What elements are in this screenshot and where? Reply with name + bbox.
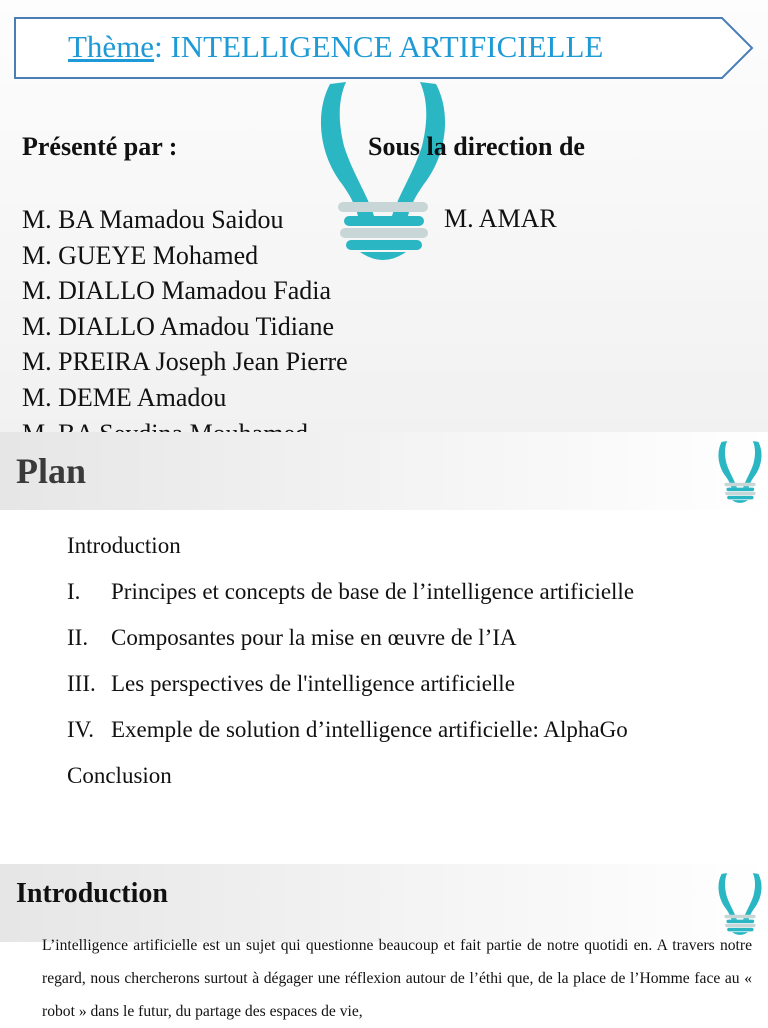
intro-paragraph: L’intelligence artificielle est un sujet qui questionne beaucoup et fait partie de notre quotidi en. A travers notre regard, nous chercherons surtout à dégager une réflexion autour de l’éthi que, de la place de l’Homme face au « robot » dans le futur, du partage des espaces de vie, [42,937,752,1020]
plan-title: Plan [16,451,87,491]
plan-item [67,668,634,714]
theme-title [68,29,603,65]
plan-item [67,714,634,760]
intro-title: Introduction [16,878,168,909]
plan-item-number: IV. [67,717,95,742]
plan-item [67,576,634,622]
plan-item-number: III. [67,671,96,696]
plan-list [67,530,634,806]
members-list [22,202,348,451]
plan-slide [0,432,768,864]
supervisor-name: M. AMAR [444,204,557,233]
presented-by-label: Présenté par : [22,132,178,161]
theme-keyword: Thème [68,29,155,64]
plan-item-text: Principes et concepts de base de l’intelligence artificielle [111,579,635,604]
member-item: M. GUEYE Mohamed [22,240,259,270]
member-item: M. DIALLO Amadou Tidiane [22,311,334,341]
theme-banner [14,17,754,79]
plan-item [67,760,634,806]
direction-label: Sous la direction de [368,132,585,161]
title-slide [0,0,768,432]
plan-item-text: Exemple de solution d’intelligence artificielle: AlphaGo [111,717,628,742]
plan-item-text: Les perspectives de l'intelligence artificielle [111,671,515,696]
plan-item-number: II. [67,625,89,650]
member-item: M. PREIRA Joseph Jean Pierre [22,347,348,377]
plan-item-number: I. [67,579,81,604]
plan-item-text: Introduction [67,533,181,558]
plan-header [0,432,768,510]
lightbulb-icon [714,436,766,508]
member-item: M. DEME Amadou [22,382,227,412]
plan-item [67,622,634,668]
plan-item [67,530,634,576]
member-item: M. DIALLO Mamadou Fadia [22,276,332,306]
plan-item-text: Conclusion [67,763,172,788]
theme-title-text: : INTELLIGENCE ARTIFICIELLE [154,29,604,64]
member-item: M. BA Mamadou Saidou [22,205,284,234]
introduction-slide [0,864,768,1024]
plan-item-text: Composantes pour la mise en œuvre de l’IA [111,625,517,650]
